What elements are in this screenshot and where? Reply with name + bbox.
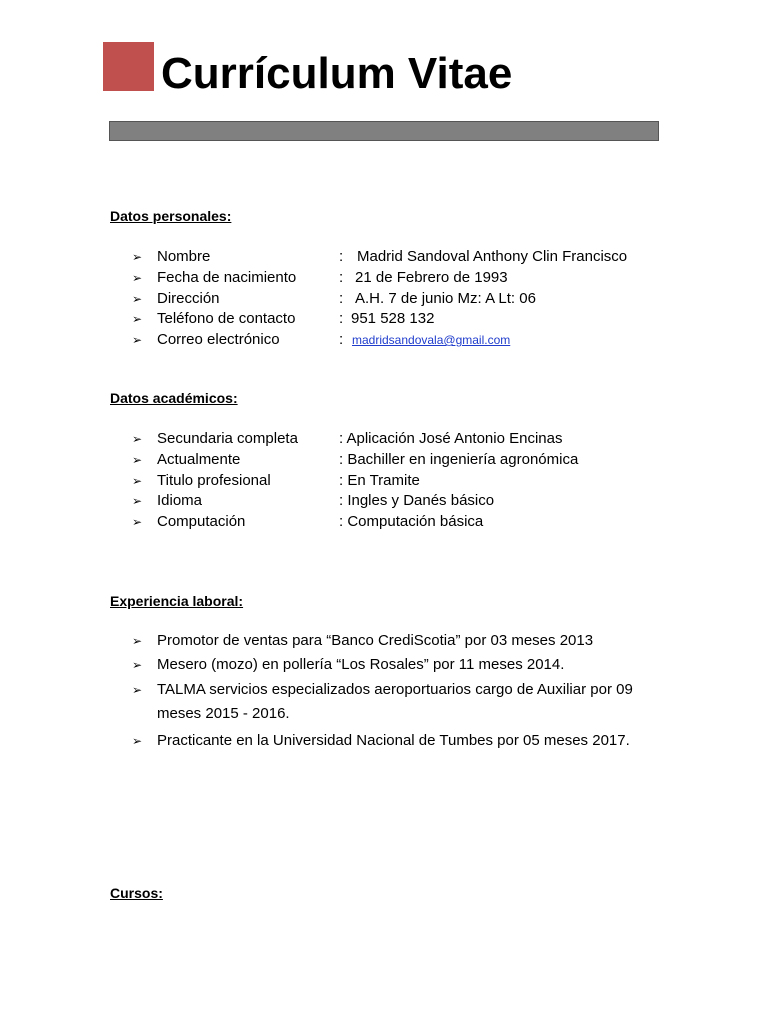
arrow-bullet-icon: ➢: [132, 432, 143, 446]
page-title: Currículum Vitae: [161, 49, 513, 98]
item-label: Nombre: [157, 248, 211, 265]
personal-data-heading: Datos personales:: [110, 208, 232, 224]
item-separator: :: [339, 289, 344, 307]
item-value: : En Tramite: [339, 471, 420, 489]
arrow-bullet-icon: ➢: [132, 657, 143, 672]
arrow-bullet-icon: ➢: [132, 250, 143, 264]
list-item: [132, 631, 662, 652]
arrow-bullet-icon: ➢: [132, 452, 143, 467]
arrow-bullet-icon: ➢: [132, 473, 143, 488]
arrow-bullet-icon: ➢: [132, 270, 143, 285]
item-label: Titulo profesional: [157, 471, 271, 489]
work-experience-list: [132, 631, 662, 756]
item-label: Correo electrónico: [157, 331, 280, 348]
header-divider-bar: [109, 121, 659, 141]
item-separator: :: [339, 248, 344, 265]
list-item: [132, 678, 662, 726]
list-item: [132, 729, 662, 753]
item-text: TALMA servicios especializados aeroportuarios cargo de Auxiliar por 09 meses 2015 - 2016.: [157, 681, 633, 722]
item-separator: :: [339, 331, 344, 348]
item-separator: :: [339, 310, 344, 328]
header-red-square: [103, 42, 154, 91]
item-value: : Computación básica: [339, 513, 484, 530]
item-label: Idioma: [157, 492, 203, 510]
item-value: : Ingles y Danés básico: [339, 492, 495, 510]
arrow-bullet-icon: ➢: [132, 291, 143, 306]
list-item: [132, 655, 662, 676]
item-value: A.H. 7 de junio Mz: A Lt: 06: [355, 289, 536, 307]
email-link[interactable]: madridsandovala@gmail.com: [352, 333, 511, 347]
item-value: 21 de Febrero de 1993: [355, 268, 508, 286]
item-value: : Aplicación José Antonio Encinas: [339, 430, 563, 447]
item-label: Actualmente: [157, 450, 241, 468]
item-value: : Bachiller en ingeniería agronómica: [339, 450, 579, 468]
item-label: Dirección: [157, 289, 220, 307]
arrow-bullet-icon: ➢: [132, 515, 143, 529]
academic-data-heading: Datos académicos:: [110, 390, 238, 406]
item-label: Teléfono de contacto: [157, 310, 296, 328]
courses-heading: Cursos:: [110, 885, 163, 901]
item-value: 951 528 132: [351, 310, 435, 328]
item-separator: :: [339, 268, 344, 286]
arrow-bullet-icon: ➢: [132, 734, 143, 748]
item-text: Promotor de ventas para “Banco CrediScotia” por 03 meses 2013: [157, 632, 594, 649]
arrow-bullet-icon: ➢: [132, 333, 143, 347]
arrow-bullet-icon: ➢: [132, 634, 143, 648]
item-label: Secundaria completa: [157, 430, 298, 447]
arrow-bullet-icon: ➢: [132, 494, 143, 509]
work-experience-heading: Experiencia laboral:: [110, 593, 244, 609]
item-label: Computación: [157, 513, 246, 530]
arrow-bullet-icon: ➢: [132, 312, 143, 327]
arrow-bullet-icon: ➢: [132, 683, 143, 697]
item-text: Practicante en la Universidad Nacional de Tumbes por 05 meses 2017.: [157, 732, 630, 749]
item-value: Madrid Sandoval Anthony Clin Francisco: [357, 248, 628, 265]
item-label: Fecha de nacimiento: [157, 268, 297, 286]
item-text: Mesero (mozo) en pollería “Los Rosales” por 11 meses 2014.: [157, 655, 565, 673]
